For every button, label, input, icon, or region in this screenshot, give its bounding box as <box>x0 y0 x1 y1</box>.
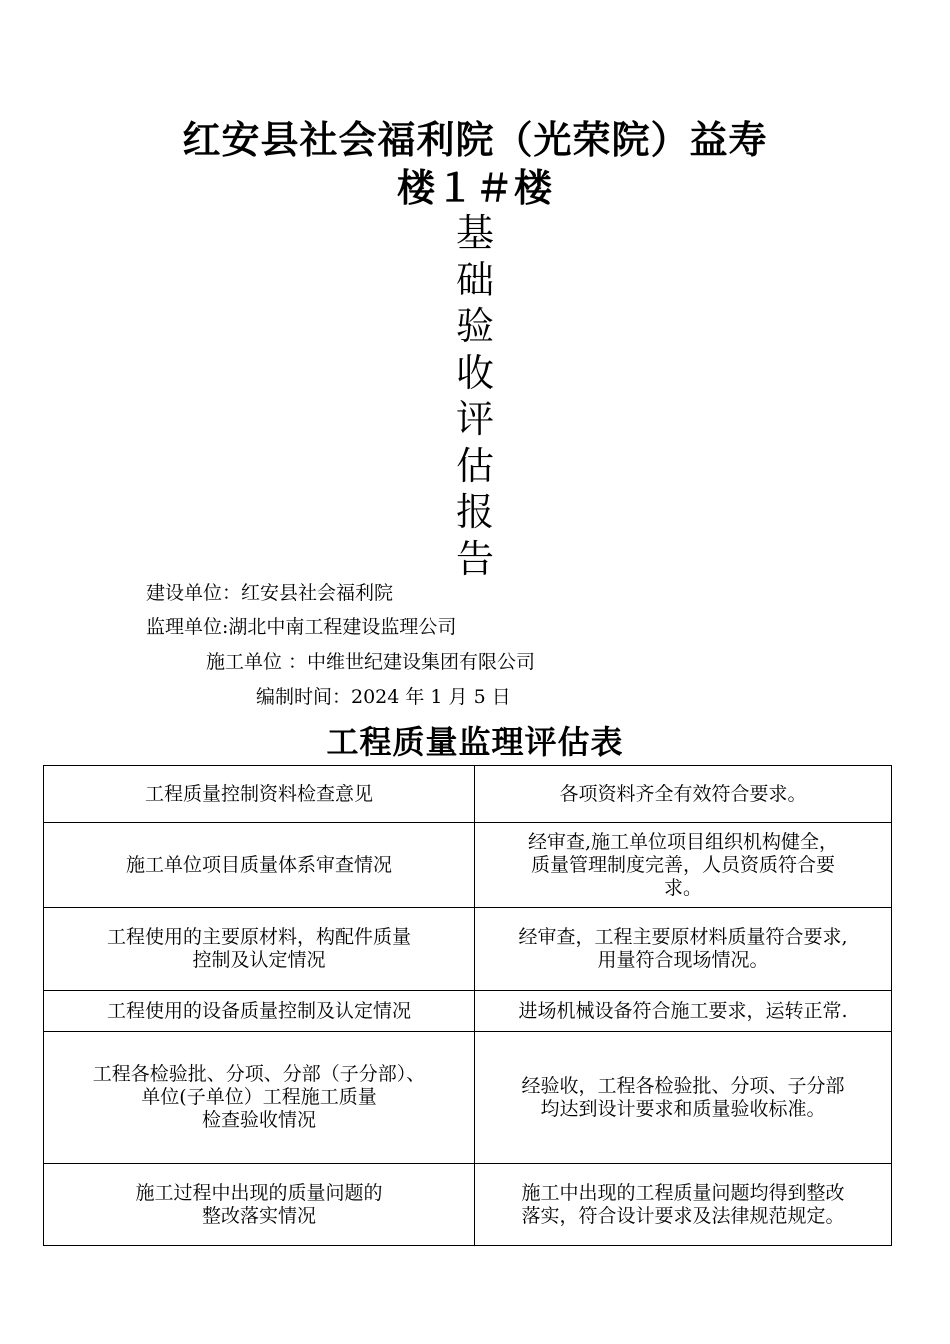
report-title-vertical: 基础验收评估报告 <box>455 211 494 581</box>
owner-line: 建设单位：红安县社会福利院 <box>146 582 394 604</box>
table-cell-item: 工程使用的主要原材料，构配件质量 控制及认定情况 <box>44 908 475 991</box>
cover-title-line-2: 楼１＃楼 <box>396 165 553 210</box>
table-cell-item: 工程使用的设备质量控制及认定情况 <box>44 991 475 1032</box>
table-cell-item: 施工过程中出现的质量问题的 整改落实情况 <box>44 1164 475 1246</box>
supervisor-line: 监理单位:湖北中南工程建设监理公司 <box>146 616 457 638</box>
table-cell-item: 施工单位项目质量体系审查情况 <box>44 823 475 908</box>
contractor-line: 施工单位 ：中维世纪建设集团有限公司 <box>206 651 536 673</box>
table-row <box>44 766 892 823</box>
table-row <box>44 991 892 1032</box>
table-row <box>44 908 892 991</box>
table-cell-result: 经审查，工程主要原材料质量符合要求, 用量符合现场情况。 <box>475 908 892 991</box>
cover-title-line-1: 红安县社会福利院（光荣院）益寿 <box>182 117 768 162</box>
date-line: 编制时间：2024 年 1 月 5 日 <box>256 686 511 708</box>
table-cell-result: 进场机械设备符合施工要求，运转正常. <box>475 991 892 1032</box>
table-cell-result: 各项资料齐全有效符合要求。 <box>475 766 892 823</box>
table-cell-result: 施工中出现的工程质量问题均得到整改 落实，符合设计要求及法律规范规定。 <box>475 1164 892 1246</box>
evaluation-table-title: 工程质量监理评估表 <box>326 723 624 761</box>
table-row <box>44 823 892 908</box>
evaluation-table <box>43 765 892 1246</box>
table-cell-item: 工程质量控制资料检查意见 <box>44 766 475 823</box>
table-cell-result: 经验收，工程各检验批、分项、子分部 均达到设计要求和质量验收标准。 <box>475 1032 892 1164</box>
table-row <box>44 1032 892 1164</box>
table-row <box>44 1164 892 1246</box>
table-cell-item: 工程各检验批、分项、分部（子分部）、 单位(子单位）工程施工质量 检查验收情况 <box>44 1032 475 1164</box>
table-cell-result: 经审查,施工单位项目组织机构健全， 质量管理制度完善，人员资质符合要 求。 <box>475 823 892 908</box>
